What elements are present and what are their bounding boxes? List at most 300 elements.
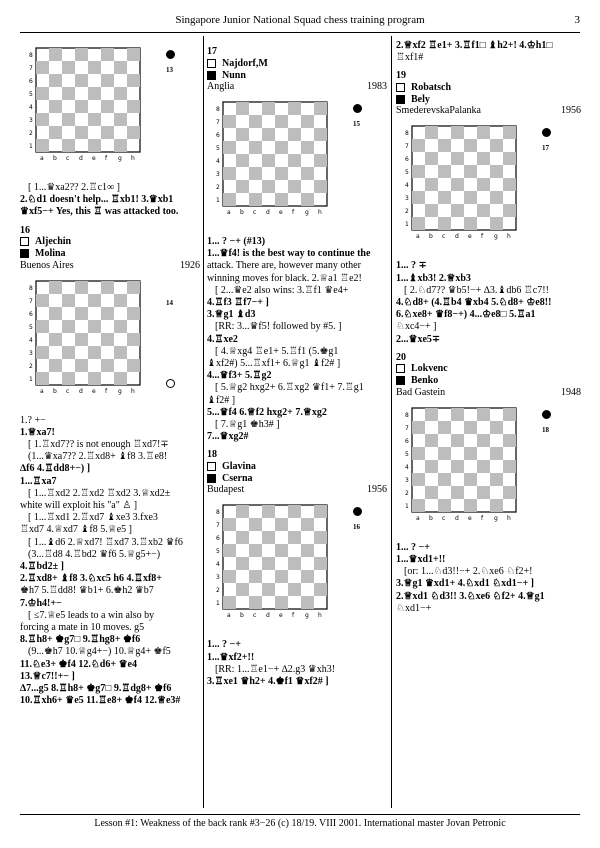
rank-label: 4 <box>29 104 33 111</box>
event-place: Buenos Aires <box>20 259 74 271</box>
black-square-icon <box>396 95 405 104</box>
file-label: g <box>305 209 309 216</box>
dark-square <box>75 359 88 372</box>
dark-square <box>75 126 88 139</box>
dark-square <box>477 126 490 139</box>
annotation-line: 7...♛xg2# <box>207 431 249 443</box>
black-to-move-indicator <box>353 104 362 113</box>
black-player <box>20 248 200 260</box>
dark-square <box>236 531 249 544</box>
dark-square <box>236 557 249 570</box>
black-player-name: Molina <box>35 248 66 260</box>
white-player <box>207 57 387 69</box>
dark-square <box>127 281 140 294</box>
file-label: c <box>66 387 70 395</box>
dark-square <box>314 531 327 544</box>
event-line <box>207 484 387 497</box>
event-line <box>396 105 581 118</box>
rank-label: 1 <box>29 143 33 150</box>
annotation-line: (3...♖d8 4.♖bd2 ♛f6 5.♕g5+−) <box>28 548 161 560</box>
dark-square <box>114 61 127 74</box>
annotation-line: [ ≤7.♕e5 leads to a win also by <box>28 609 155 621</box>
file-label: a <box>227 209 231 216</box>
event-line <box>20 260 200 273</box>
diagram-number: 17 <box>542 144 549 153</box>
dark-square <box>249 141 262 154</box>
black-to-move-indicator <box>166 50 175 59</box>
dark-square <box>249 544 262 557</box>
annotation-line: 5...♛f4 6.♕f2 hxg2+ 7.♕xg2 <box>207 406 327 418</box>
annotation-line: [ 7.♕g1 ♚h3# ] <box>215 419 280 431</box>
rank-label: 8 <box>29 284 33 292</box>
dark-square <box>314 505 327 518</box>
dark-square <box>223 141 236 154</box>
file-label: c <box>442 514 446 522</box>
annotation-line: 1... ? −+ (#13) <box>207 236 266 247</box>
black-to-move-indicator <box>542 128 551 137</box>
annotation-line: 8.♖h8+ ♚g7□ 9.♖hg8+ ♚f6 <box>20 634 141 646</box>
rank-label: 5 <box>405 450 409 458</box>
dark-square <box>249 570 262 583</box>
dark-square <box>262 505 275 518</box>
file-label: e <box>279 209 283 216</box>
event-line <box>207 81 387 94</box>
rank-label: 7 <box>216 119 220 126</box>
dark-square <box>114 139 127 152</box>
dark-square <box>438 421 451 434</box>
annotation-line: forcing a mate in 10 moves. g5 <box>20 622 145 634</box>
file-label: b <box>240 209 244 216</box>
dark-square <box>236 583 249 596</box>
dark-square <box>101 333 114 346</box>
dark-square <box>88 113 101 126</box>
game-number: 17 <box>207 46 217 57</box>
annotation-text <box>396 260 581 345</box>
annotation-line: [ 2.♘d7?? ♛b5!−+ ∆3.♝db6 ♖c7!! <box>404 284 549 296</box>
rank-label: 7 <box>29 65 33 72</box>
dark-square <box>223 193 236 206</box>
file-label: f <box>105 155 108 162</box>
dark-square <box>503 434 516 447</box>
file-label: e <box>92 387 96 395</box>
dark-square <box>412 165 425 178</box>
dark-square <box>36 372 49 385</box>
file-label: h <box>318 612 322 620</box>
dark-square <box>412 217 425 230</box>
dark-square <box>438 499 451 512</box>
dark-square <box>75 333 88 346</box>
dark-square <box>49 359 62 372</box>
game-number: 20 <box>396 351 406 363</box>
dark-square <box>262 531 275 544</box>
column-3 <box>396 40 581 615</box>
file-label: d <box>266 209 270 216</box>
dark-square <box>288 505 301 518</box>
file-label: c <box>253 612 257 620</box>
dark-square <box>101 74 114 87</box>
dark-square <box>425 152 438 165</box>
rank-label: 5 <box>29 91 33 98</box>
dark-square <box>275 544 288 557</box>
dark-square <box>275 193 288 206</box>
dark-square <box>75 74 88 87</box>
chess-board <box>28 279 158 411</box>
file-label: e <box>92 155 96 162</box>
black-player-name: Nunn <box>222 69 246 81</box>
dark-square <box>127 333 140 346</box>
annotation-line: 4...♛f3+ 5.♖g2 <box>207 370 272 382</box>
dark-square <box>464 191 477 204</box>
rank-label: 8 <box>216 106 220 113</box>
rank-label: 6 <box>29 310 33 318</box>
rank-label: 6 <box>405 156 409 164</box>
dark-square <box>451 434 464 447</box>
chess-board <box>28 46 158 178</box>
dark-square <box>464 217 477 230</box>
dark-square <box>314 128 327 141</box>
annotation-line: 1... ? −+ <box>207 639 241 651</box>
rank-label: 8 <box>405 130 409 138</box>
file-label: b <box>429 514 433 522</box>
dark-square <box>425 178 438 191</box>
file-label: f <box>292 209 295 216</box>
annotation-line: white will exploit his "a" ♙ ] <box>20 500 138 512</box>
rank-label: 1 <box>216 197 220 204</box>
dark-square <box>127 307 140 320</box>
dark-square <box>62 113 75 126</box>
dark-square <box>114 320 127 333</box>
annotation-line: [RR: 1...♖e1−+ ∆2.g3 ♛xh3! <box>215 663 336 675</box>
white-square-icon <box>396 364 405 373</box>
rank-label: 1 <box>405 221 409 229</box>
dark-square <box>301 570 314 583</box>
dark-square <box>88 294 101 307</box>
dark-square <box>477 408 490 421</box>
dark-square <box>477 178 490 191</box>
dark-square <box>88 346 101 359</box>
game-number: 19 <box>396 70 406 82</box>
annotation-text <box>396 542 581 615</box>
event-place: Anglia <box>207 81 235 92</box>
white-square-icon <box>207 59 216 68</box>
annotation-line: 3.♕g1 ♛xd1+ 4.♘xd1 ♘xd1−+ ] <box>396 578 534 590</box>
dark-square <box>314 583 327 596</box>
dark-square <box>127 74 140 87</box>
dark-square <box>477 486 490 499</box>
dark-square <box>62 372 75 385</box>
file-label: f <box>481 514 484 522</box>
dark-square <box>412 473 425 486</box>
dark-square <box>490 473 503 486</box>
rank-label: 8 <box>405 411 409 419</box>
white-to-move-indicator <box>166 379 175 388</box>
dark-square <box>275 596 288 609</box>
dark-square <box>438 165 451 178</box>
dark-square <box>438 191 451 204</box>
dark-square <box>503 408 516 421</box>
dark-square <box>477 204 490 217</box>
dark-square <box>301 115 314 128</box>
dark-square <box>301 544 314 557</box>
dark-square <box>425 434 438 447</box>
dark-square <box>301 193 314 206</box>
annotation-line: [ 1...♖xd2 2.♖xd2 ♖xd2 3.♕xd2± <box>28 487 171 499</box>
dark-square <box>262 154 275 167</box>
dark-square <box>412 139 425 152</box>
file-label: a <box>40 387 44 395</box>
white-player-name: Aljechin <box>35 236 72 248</box>
annotation-line: ♝f2# ] <box>207 394 236 406</box>
dark-square <box>425 486 438 499</box>
dark-square <box>314 557 327 570</box>
dark-square <box>75 100 88 113</box>
event-year: 1956 <box>367 484 387 496</box>
annotation-text <box>20 182 200 194</box>
rank-label: 1 <box>405 502 409 510</box>
dark-square <box>288 557 301 570</box>
dark-square <box>236 505 249 518</box>
black-to-move-indicator <box>353 507 362 516</box>
white-player <box>396 81 581 93</box>
annotation-line: 11.♘e3+ ♚f4 12.♘d6+ ♛e4 <box>20 658 137 670</box>
dark-square <box>101 281 114 294</box>
dark-square <box>288 583 301 596</box>
annotation-line: 2.♖xd8+ ♝f8 3.♘xc5 h6 4.♖xf8+ <box>20 573 162 585</box>
column-divider-1 <box>203 36 204 808</box>
annotation-line: 13.♕c7!!+− ] <box>20 670 75 682</box>
dark-square <box>49 307 62 320</box>
dark-square <box>62 61 75 74</box>
file-label: d <box>455 233 459 241</box>
annotation-line: 6.♘xe8+ ♛f8−+) 4...♔e8□ 5.♖a1 <box>396 309 536 321</box>
dark-square <box>49 126 62 139</box>
rank-label: 4 <box>405 182 409 190</box>
file-label: g <box>494 514 498 522</box>
dark-square <box>36 139 49 152</box>
file-label: d <box>79 387 83 395</box>
rank-label: 4 <box>405 463 409 471</box>
event-year: 1983 <box>367 81 387 92</box>
black-player-name: Bely <box>411 93 430 105</box>
rank-label: 1 <box>29 375 33 383</box>
annotation-line: winning moves for black. 2.♕a1 ♖e2! <box>207 272 362 284</box>
dark-square <box>412 421 425 434</box>
annotation-line: 2.♘d1 doesn't help... ♖xb1! 3.♛xb1 <box>20 194 174 206</box>
diagram-number: 18 <box>542 425 549 434</box>
file-label: c <box>66 155 70 162</box>
annotation-line: 4.♘d8+ (4.♖b4 ♛xb4 5.♘d8+ ♔e8!! <box>396 297 552 309</box>
rank-label: 2 <box>216 587 220 595</box>
diagram-number: 14 <box>166 298 173 307</box>
file-label: e <box>468 233 472 241</box>
file-label: h <box>131 387 135 395</box>
chess-board <box>215 503 345 635</box>
rank-label: 3 <box>29 349 33 357</box>
footer-rule <box>20 814 580 815</box>
rank-label: 1 <box>216 600 220 608</box>
dark-square <box>49 48 62 61</box>
dark-square <box>114 294 127 307</box>
dark-square <box>490 447 503 460</box>
dark-square <box>464 165 477 178</box>
dark-square <box>88 372 101 385</box>
dark-square <box>451 408 464 421</box>
file-label: b <box>429 233 433 241</box>
dark-square <box>88 61 101 74</box>
event-year: 1948 <box>561 386 581 398</box>
white-square-icon <box>396 83 405 92</box>
dark-square <box>223 518 236 531</box>
chess-board <box>404 124 534 256</box>
black-player <box>396 93 581 105</box>
file-label: h <box>318 209 322 216</box>
annotation-line: ∆7...g5 8.♖h8+ ♚g7□ 9.♖dg8+ ♚f6 <box>20 683 172 695</box>
dark-square <box>288 180 301 193</box>
annotation-line: 3.♖xe1 ♛h2+ 4.♚f1 ♛xf2# ] <box>207 676 329 688</box>
event-place: Budapest <box>207 484 245 496</box>
annotation-line: 1.? +− <box>20 414 46 426</box>
dark-square <box>503 204 516 217</box>
annotation-line: [ 1...♖xd1 2.♖xd7 ♝xe3 3.fxe3 <box>28 512 158 524</box>
game-header <box>396 70 581 118</box>
dark-square <box>127 100 140 113</box>
rank-label: 6 <box>405 437 409 445</box>
annotation-text <box>396 40 581 64</box>
annotation-line: 10.♖xh6+ ♛e5 11.♖e8+ ♚f4 12.♕e3# <box>20 695 181 707</box>
rank-label: 5 <box>216 548 220 556</box>
file-label: d <box>79 155 83 162</box>
dark-square <box>451 152 464 165</box>
rank-label: 3 <box>216 574 220 582</box>
white-player-name: Najdorf,M <box>222 57 268 69</box>
rank-label: 7 <box>405 143 409 151</box>
dark-square <box>36 346 49 359</box>
dark-square <box>36 320 49 333</box>
white-square-icon <box>207 462 216 471</box>
dark-square <box>275 167 288 180</box>
dark-square <box>236 180 249 193</box>
rank-label: 2 <box>405 208 409 216</box>
dark-square <box>127 359 140 372</box>
file-label: a <box>416 233 420 241</box>
game-number: 18 <box>207 449 217 461</box>
annotation-line: [or: 1...♘d3!!−+ 2.♘xe6 ♘f2+! <box>404 566 533 578</box>
dark-square <box>490 165 503 178</box>
dark-square <box>464 139 477 152</box>
dark-square <box>114 372 127 385</box>
rank-label: 6 <box>216 132 220 139</box>
dark-square <box>301 167 314 180</box>
dark-square <box>477 434 490 447</box>
annotation-line: 1...♖xa7 <box>20 475 57 487</box>
white-player-name: Glavina <box>222 460 256 472</box>
rank-label: 6 <box>29 78 33 85</box>
dark-square <box>451 126 464 139</box>
dark-square <box>236 128 249 141</box>
file-label: e <box>468 514 472 522</box>
dark-square <box>425 408 438 421</box>
black-square-icon <box>207 71 216 80</box>
annotation-line: (9...♚h7 10.♕g4+−) 10.♕g4+ ♚f5 <box>28 646 171 658</box>
file-label: e <box>279 612 283 620</box>
dark-square <box>490 191 503 204</box>
black-square-icon <box>396 376 405 385</box>
annotation-line: ♛xf5−+ Yes, this ♖ was attacked too. <box>20 206 179 218</box>
file-label: f <box>105 387 108 395</box>
annotation-text <box>207 236 387 443</box>
rank-label: 2 <box>405 489 409 497</box>
dark-square <box>36 87 49 100</box>
dark-square <box>314 154 327 167</box>
dark-square <box>127 48 140 61</box>
rank-label: 3 <box>216 171 220 178</box>
dark-square <box>477 460 490 473</box>
annotation-line: 1... ? ∓ <box>396 260 427 272</box>
dark-square <box>49 333 62 346</box>
rank-label: 3 <box>29 117 33 124</box>
file-label: g <box>118 387 122 395</box>
event-year: 1956 <box>561 105 581 117</box>
page-footer: Lesson #1: Weakness of the back rank #3−26 (c) 18/19. VIII 2001. International master Jovan Petronic <box>94 818 506 829</box>
dark-square <box>75 307 88 320</box>
annotation-line: 1...♛f4! is the best way to continue the <box>207 248 371 260</box>
dark-square <box>249 518 262 531</box>
dark-square <box>477 152 490 165</box>
black-to-move-indicator <box>542 410 551 419</box>
rank-label: 7 <box>216 522 220 530</box>
file-label: b <box>53 387 57 395</box>
dark-square <box>262 583 275 596</box>
dark-square <box>62 320 75 333</box>
annotation-line: ♘xc4−+ ] <box>396 321 437 333</box>
annotation-text <box>20 415 200 708</box>
dark-square <box>49 100 62 113</box>
dark-square <box>464 499 477 512</box>
annotation-line: 4.♖bd2± ] <box>20 561 64 573</box>
annotation-line: [ 1...♝d6 2.♕xd7! ♖xd7 3.♖xb2 ♛f6 <box>28 536 183 548</box>
dark-square <box>223 115 236 128</box>
dark-square <box>490 499 503 512</box>
rank-label: 7 <box>29 297 33 305</box>
black-square-icon <box>20 249 29 258</box>
dark-square <box>438 217 451 230</box>
header-rule <box>20 32 580 33</box>
annotation-line: 1...♝xb3! 2.♕xb3 <box>396 272 471 284</box>
dark-square <box>36 113 49 126</box>
diagram-number: 15 <box>353 120 360 128</box>
white-player <box>396 363 581 375</box>
page-number: 3 <box>574 14 580 26</box>
annotation-line: (1...♛xa7?? 2.♖xd8+ ♝f8 3.♖e8! <box>28 451 168 463</box>
diagram <box>396 124 581 256</box>
dark-square <box>301 518 314 531</box>
dark-square <box>101 359 114 372</box>
rank-label: 3 <box>405 476 409 484</box>
white-player-name: Robatsch <box>411 81 452 93</box>
white-player <box>207 460 387 472</box>
dark-square <box>249 596 262 609</box>
dark-square <box>262 557 275 570</box>
file-label: h <box>131 155 135 162</box>
dark-square <box>451 204 464 217</box>
dark-square <box>275 115 288 128</box>
dark-square <box>490 217 503 230</box>
file-label: g <box>494 233 498 241</box>
dark-square <box>412 191 425 204</box>
file-label: d <box>455 514 459 522</box>
dark-square <box>425 126 438 139</box>
dark-square <box>503 152 516 165</box>
